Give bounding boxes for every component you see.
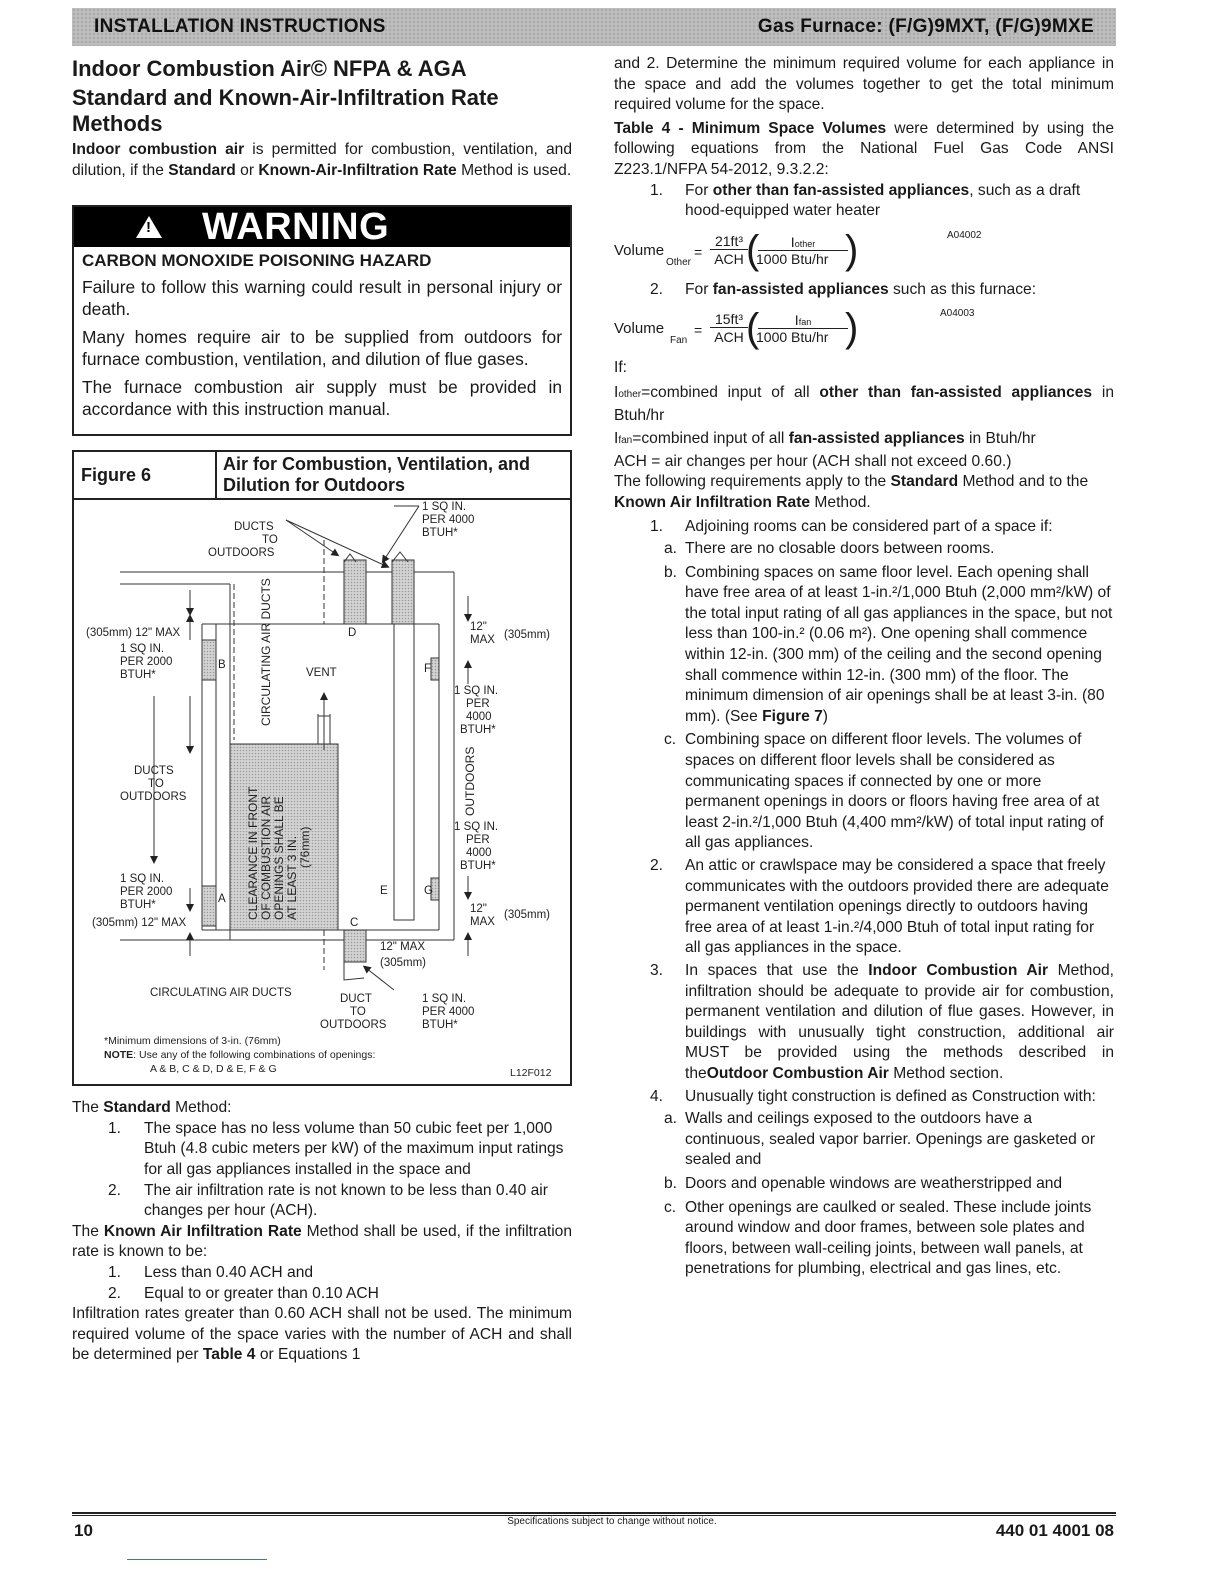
eq1-num: 21ft³ xyxy=(710,233,748,250)
warning-text-3: The furnace combustion air supply must be provided in accordance with this instruction manual. xyxy=(82,377,562,420)
label-clearance-1: CLEARANCE IN FRONT xyxy=(246,786,260,921)
label-sq-right1-4: BTUH* xyxy=(460,724,496,737)
eq1-code: A04002 xyxy=(947,229,982,241)
label-to-top: TO xyxy=(262,534,278,547)
label-sq-right2-3: 4000 xyxy=(466,847,492,860)
label-max-bottom-1: 12" MAX xyxy=(380,941,425,954)
figure-note-2: NOTE: Use any of the following combinations of openings: xyxy=(104,1049,376,1062)
label-sq-bot-2: PER 4000 xyxy=(422,1006,475,1019)
list-item: 2. Equal to or greater than 0.10 ACH xyxy=(108,1284,379,1302)
right-paragraph-1: and 2. Determine the minimum required volume for each appliance in the space and add the volumes together to get the total minimum required volume for the space. xyxy=(614,55,1114,114)
eq1-equals: = xyxy=(694,243,703,260)
footer-disclaimer: Specifications subject to change without notice. xyxy=(507,1516,717,1527)
final-paragraph: Infiltration rates greater than 0.60 ACH shall not be used. The minimum required volume of the space varies with the number of ACH and shall be determined per Table 4 or Equations 1 xyxy=(72,1305,572,1364)
figure-note-1: *Minimum dimensions of 3-in. (76mm) xyxy=(104,1035,281,1048)
requirements-intro: The following requirements apply to the Standard Method and to the Known Air Infiltration Rate Method. xyxy=(614,473,1089,511)
eq2-volume: Volume xyxy=(614,320,665,338)
label-opening-f: F xyxy=(424,663,432,676)
label-ducts-top: DUCTS xyxy=(234,521,274,534)
figure-code: L12F012 xyxy=(510,1067,552,1080)
label-sq-left-3: BTUH* xyxy=(120,669,156,682)
label-duct-bot-3: OUTDOORS xyxy=(320,1019,387,1032)
requirement-1c: c. Combining space on different floor levels. The volumes of spaces on different floor levels shall be considered as communicating spaces if connected by one or more permanent openings in doors or floors having free area of at least 2-in.²/1,000 Btuh (4,400 mm²/kW) of total input rating of all gas appliances. xyxy=(664,731,1104,852)
footer-link-underline xyxy=(127,1559,267,1560)
warning-text-2: Many homes require air to be supplied from outdoors for furnace combustion, ventilation, and dilution of flue gases. xyxy=(82,327,562,370)
label-sq-left-1: 1 SQ IN. xyxy=(120,643,165,656)
page-number: 10 xyxy=(74,1521,93,1540)
eq2-iden: 1000 Btu/hr xyxy=(756,329,829,346)
eq1-inum: Iother xyxy=(758,234,848,251)
label-max-right-top-2: MAX xyxy=(470,634,495,647)
label-ducts-left-1: DUCTS xyxy=(134,765,174,778)
label-opening-b: B xyxy=(218,659,226,672)
page-header-banner xyxy=(72,8,1116,46)
label-duct-bot-1: DUCT xyxy=(340,993,372,1006)
eq1-iden: 1000 Btu/hr xyxy=(756,250,829,267)
warning-header xyxy=(74,207,570,247)
label-sq-bot-3: BTUH* xyxy=(422,1019,458,1032)
requirement-4: 4. Unusually tight construction is defined as Construction with: xyxy=(650,1087,1096,1105)
footer-rule xyxy=(72,1512,1116,1514)
left-column xyxy=(72,54,572,1366)
eq2-sub: Fan xyxy=(670,335,688,347)
label-vent: VENT xyxy=(306,667,337,680)
requirement-4c: c. Other openings are caulked or sealed. These include joints around window and door frames, between sole plates and floors, between wall-ceiling joints, between wall panels, at penetrations for plumbing, electrical and gas lines, etc. xyxy=(664,1198,1092,1278)
eq2-paren-open: ( xyxy=(746,306,760,351)
label-max-right-bot-2: MAX xyxy=(470,916,495,929)
requirement-1b: b. Combining spaces on same floor level. Each opening shall have free area of at least 1-in.²/1,000 Btuh (2,000 mm²/kW) of the total input rating of all gas appliances in the space, but not less than 100-in.² (0.06 m²). One opening shall commence within 12-in. (300 mm) of the ceiling and the second opening shall commence within 12-in. (300 mm) of the floor. The minimum dimension of air openings shall be at least 3-in. (80 mm). (See Figure 7) xyxy=(664,563,1113,725)
label-sq-left2-1: 1 SQ IN. xyxy=(120,873,165,886)
label-outdoors-vertical: OUTDOORS xyxy=(463,746,477,817)
eq2-inum: Ifan xyxy=(758,312,848,329)
known-list xyxy=(72,1263,572,1304)
label-ducts-left-2: TO xyxy=(148,778,164,791)
eq1-paren-open: ( xyxy=(746,227,760,272)
standard-intro: The Standard Method: xyxy=(72,1099,232,1117)
eq2-num: 15ft³ xyxy=(710,311,748,328)
label-max-bottom-2: (305mm) xyxy=(380,957,427,970)
section-title-1: Indoor Combustion Air© NFPA & AGA xyxy=(72,56,467,81)
label-outdoors-top: OUTDOORS xyxy=(208,547,275,560)
header-right: Gas Furnace: (F/G)9MXT, (F/G)9MXE xyxy=(757,16,1094,37)
label-opening-g: G xyxy=(424,885,433,898)
eq1-paren-close: ) xyxy=(845,227,859,272)
figure-number: Figure 6 xyxy=(74,452,217,498)
label-ducts-left-3: OUTDOORS xyxy=(120,791,187,804)
figure-6 xyxy=(72,450,572,1086)
label-clearance-2: OF COMBUSTION AIR xyxy=(259,796,273,921)
label-sq-right2-1: 1 SQ IN. xyxy=(454,821,499,834)
label-sq-right1-2: PER xyxy=(466,698,490,711)
eq1-volume: Volume xyxy=(614,241,665,259)
hazard-title: CARBON MONOXIDE POISONING HAZARD xyxy=(82,251,432,271)
equation-1 xyxy=(614,222,1114,280)
label-max-top-left: (305mm) 12" MAX xyxy=(86,627,181,640)
label-circ-air-ducts: CIRCULATING AIR DUCTS xyxy=(150,987,292,1000)
requirement-4b: b. Doors and openable windows are weatherstripped and xyxy=(664,1174,1063,1192)
equation-item-2: 2. For fan-assisted appliances such as this furnace: xyxy=(650,280,1037,298)
requirement-2: 2. An attic or crawlspace may be considered a space that freely communicates with the outdoors provided there are adequate permanent ventilation openings directly to outdoors having free area of at least 1-in.²/4,000 Btuh of total input rating for all gas appliances in the space. xyxy=(650,857,1109,957)
def-ach: ACH = air changes per hour (ACH shall not exceed 0.60.) xyxy=(614,452,1012,470)
list-item: 1. Less than 0.40 ACH and xyxy=(108,1263,314,1281)
label-opening-a: A xyxy=(218,893,226,906)
warning-text-1: Failure to follow this warning could result in personal injury or death. xyxy=(82,277,562,320)
list-item: 2. The air infiltration rate is not known to be less than 0.40 air changes per hour (ACH). xyxy=(108,1181,548,1220)
label-opening-d: D xyxy=(348,627,357,640)
figure-note-3: A & B, C & D, D & E, F & G xyxy=(150,1063,277,1076)
figure-title: Air for Combustion, Ventilation, and Dilution for Outdoors xyxy=(223,454,531,496)
warning-box xyxy=(72,205,572,436)
warning-label: WARNING xyxy=(202,205,390,248)
label-sq-top-2: PER 4000 xyxy=(422,514,475,527)
label-sq-bot-1: 1 SQ IN. xyxy=(422,993,467,1006)
label-sq-left2-3: BTUH* xyxy=(120,899,156,912)
label-mm-right-bot: (305mm) xyxy=(504,909,551,922)
eq2-equals: = xyxy=(694,322,703,339)
label-sq-left-2: PER 2000 xyxy=(120,656,173,669)
intro-paragraph: Indoor combustion air is permitted for combustion, ventilation, and dilution, if the Standard or Known-Air-Infiltration Rate Method is used. xyxy=(72,141,572,179)
equation-item-1: 1. For other than fan-assisted appliances, such as a draft hood-equipped water heater xyxy=(650,181,1081,220)
label-opening-e: E xyxy=(380,885,388,898)
requirement-3: 3. In spaces that use the Indoor Combustion Air Method, infiltration should be adequate to provide air for combustion, permanent ventilation and dilution of flue gases. However, in buildings with unusually tight construction, additional air MUST be provided using the methods described in theOutdoor Combustion Air Method section. xyxy=(650,961,1115,1082)
warning-triangle-icon xyxy=(136,216,162,238)
def-ifan: Ifan=combined input of all fan-assisted appliances in Btuh/hr xyxy=(614,430,1036,448)
right-paragraph-2: Table 4 - Minimum Space Volumes were determined by using the following equations from the National Fuel Gas Code ANSI Z223.1/NFPA 54-2012, 9.3.2.2: xyxy=(614,119,1114,178)
equation-2 xyxy=(614,300,1114,358)
if-label: If: xyxy=(614,359,627,377)
requirement-4a: a. Walls and ceilings exposed to the outdoors have a continuous, sealed vapor barrier. Openings are gasketed or sealed and xyxy=(664,1110,1096,1169)
figure-diagram xyxy=(74,500,570,1084)
label-mm-right-top: (305mm) xyxy=(504,629,551,642)
standard-list xyxy=(72,1119,572,1222)
document-number: 440 01 4001 08 xyxy=(995,1521,1114,1540)
label-sq-right2-4: BTUH* xyxy=(460,860,496,873)
eq2-den: ACH xyxy=(714,329,744,346)
right-column xyxy=(614,54,1114,1280)
eq1-sub: Other xyxy=(666,256,692,268)
section-title-2: Standard and Known-Air-Infiltration Rate Methods xyxy=(72,85,499,136)
label-sq-right1-3: 4000 xyxy=(466,711,492,724)
eq2-code: A04003 xyxy=(940,308,975,320)
label-clearance-5: (76mm) xyxy=(298,826,312,869)
list-item: 1. The space has no less volume than 50 cubic feet per 1,000 Btuh (4.8 cubic meters per kW) of the maximum input ratings for all gas appliances installed in the space and xyxy=(108,1119,564,1178)
label-duct-bot-2: TO xyxy=(350,1006,366,1019)
label-max-right-top-1: 12" xyxy=(470,621,487,634)
label-sq-left2-2: PER 2000 xyxy=(120,886,173,899)
eq1-den: ACH xyxy=(714,250,744,267)
label-sq-right1-1: 1 SQ IN. xyxy=(454,685,499,698)
label-circulating-air-ducts: CIRCULATING AIR DUCTS xyxy=(259,578,273,727)
eq2-paren-close: ) xyxy=(845,306,859,351)
label-clearance-3: OPENINGS SHALL BE xyxy=(272,796,286,921)
label-clearance-4: AT LEAST 3 IN. xyxy=(285,836,299,921)
requirement-1a: a. There are no closable doors between rooms. xyxy=(664,540,995,558)
label-sq-top-3: BTUH* xyxy=(422,527,458,540)
header-left: INSTALLATION INSTRUCTIONS xyxy=(94,16,386,37)
label-max-bottom-left: (305mm) 12" MAX xyxy=(92,917,187,930)
def-iother: Iother=combined input of all other than fan-assisted appliances in Btuh/hr xyxy=(614,383,1114,424)
label-sq-right2-2: PER xyxy=(466,834,490,847)
label-opening-c: C xyxy=(350,917,359,930)
label-max-right-bot-1: 12" xyxy=(470,903,487,916)
label-sq-top-1: 1 SQ IN. xyxy=(422,501,467,514)
known-intro: The Known Air Infiltration Rate Method shall be used, if the infiltration rate is known to be: xyxy=(72,1222,572,1261)
requirement-1: 1. Adjoining rooms can be considered part of a space if: xyxy=(650,517,1053,535)
